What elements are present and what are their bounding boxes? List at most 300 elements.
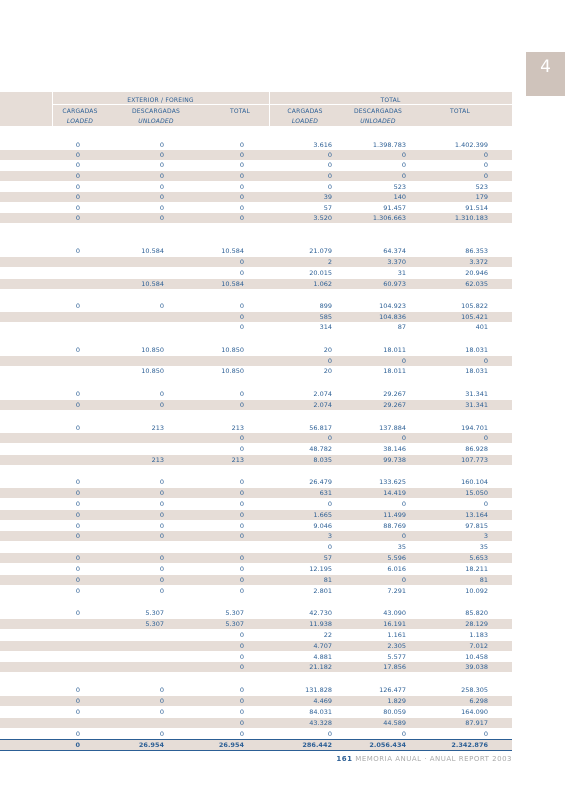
table-cell: 0 — [239, 141, 244, 149]
table-row — [0, 575, 512, 585]
table-cell: 0 — [239, 576, 244, 584]
table-cell: 133.625 — [379, 478, 406, 486]
table-cell: 0 — [239, 401, 244, 409]
table-cell — [52, 356, 80, 366]
table-cell: 0 — [75, 708, 80, 716]
table-row — [0, 389, 512, 399]
table-cell: 0 — [75, 532, 80, 540]
header-group-total: TOTAL — [380, 97, 401, 104]
table-cell: 0 — [159, 500, 164, 508]
table-cell: 0 — [327, 543, 332, 551]
table-cell — [52, 444, 80, 454]
table-cell: 3 — [327, 532, 332, 540]
table-cell: 3 — [483, 532, 488, 540]
table-cell: 0 — [75, 161, 80, 169]
table-cell: 0 — [239, 313, 244, 321]
table-cell: 87.917 — [465, 719, 488, 727]
table-cell: 18.011 — [383, 367, 406, 375]
table-row — [0, 455, 512, 465]
table-cell: 64.374 — [383, 247, 406, 255]
table-cell: 2.342.876 — [451, 741, 488, 749]
header-group-exterior: EXTERIOR / FOREING — [127, 97, 194, 104]
table-row — [0, 433, 512, 443]
table-cell: 0 — [239, 642, 244, 650]
table-cell: 0 — [159, 204, 164, 212]
table-cell: 31.341 — [465, 390, 488, 398]
table-cell: 5.596 — [387, 554, 406, 562]
table-cell: 20.015 — [309, 269, 332, 277]
table-cell: 0 — [75, 697, 80, 705]
table-cell: 3.520 — [313, 214, 332, 222]
table-cell — [196, 356, 244, 366]
table-cell: 0 — [483, 357, 488, 365]
table-cell: 1.306.663 — [372, 214, 406, 222]
table-cell: 107.773 — [461, 456, 488, 464]
table-cell: 0 — [483, 161, 488, 169]
table-cell: 35 — [397, 543, 406, 551]
table-row — [0, 257, 512, 267]
table-cell: 7.012 — [469, 642, 488, 650]
table-cell: 11.938 — [309, 620, 332, 628]
table-cell: 16.191 — [383, 620, 406, 628]
table-cell: 0 — [159, 390, 164, 398]
header-descargadas: DESCARGADAS — [353, 108, 403, 115]
table-cell: 18.031 — [465, 346, 488, 354]
table-cell: 35 — [479, 543, 488, 551]
table-cell: 0 — [239, 653, 244, 661]
table-cell: 0 — [75, 565, 80, 573]
table-cell: 86.353 — [465, 247, 488, 255]
table-cell: 3.616 — [313, 141, 332, 149]
table-cell: 9.046 — [313, 522, 332, 530]
table-cell: 10.850 — [141, 367, 164, 375]
table-cell: 39.038 — [465, 663, 488, 671]
table-cell: 0 — [327, 730, 332, 738]
table-cell: 15.050 — [465, 489, 488, 497]
table-row — [0, 400, 512, 410]
table-cell — [52, 312, 80, 322]
table-cell: 0 — [159, 511, 164, 519]
table-cell: 42.730 — [309, 609, 332, 617]
table-row — [0, 619, 512, 629]
table-total-row — [0, 739, 512, 751]
table-cell: 5.307 — [225, 620, 244, 628]
table-cell: 0 — [75, 478, 80, 486]
table-cell: 18.011 — [383, 346, 406, 354]
table-cell: 0 — [239, 183, 244, 191]
table-cell — [52, 542, 80, 552]
table-row — [0, 707, 512, 717]
table-cell: 899 — [319, 302, 332, 310]
table-cell: 0 — [239, 489, 244, 497]
table-cell: 0 — [401, 357, 406, 365]
table-cell: 20 — [323, 367, 332, 375]
table-cell: 585 — [319, 313, 332, 321]
table-cell: 26.479 — [309, 478, 332, 486]
table-cell: 0 — [159, 172, 164, 180]
table-cell: 213 — [151, 456, 164, 464]
table-cell: 60.973 — [383, 280, 406, 288]
table-cell: 57 — [323, 204, 332, 212]
table-cell: 0 — [75, 401, 80, 409]
table-cell: 0 — [239, 172, 244, 180]
table-cell: 0 — [483, 151, 488, 159]
table-cell: 0 — [159, 554, 164, 562]
table-cell: 0 — [159, 302, 164, 310]
table-row — [0, 140, 512, 150]
table-cell: 18.211 — [465, 565, 488, 573]
table-cell: 0 — [159, 576, 164, 584]
table-row — [0, 301, 512, 311]
table-cell: 286.442 — [302, 741, 332, 749]
table-cell: 0 — [239, 258, 244, 266]
table-cell: 1.665 — [313, 511, 332, 519]
table-cell: 31 — [397, 269, 406, 277]
table-row — [0, 542, 512, 552]
table-cell: 29.267 — [383, 390, 406, 398]
table-cell: 7.291 — [387, 587, 406, 595]
table-cell — [120, 641, 164, 651]
table-cell: 10.458 — [465, 653, 488, 661]
table-row — [0, 531, 512, 541]
table-cell: 213 — [151, 424, 164, 432]
table-cell — [120, 356, 164, 366]
table-cell: 0 — [159, 565, 164, 573]
table-row — [0, 150, 512, 160]
table-row — [0, 685, 512, 695]
table-cell: 0 — [75, 576, 80, 584]
header-cargadas: CARGADAS — [62, 108, 98, 115]
table-cell — [120, 662, 164, 672]
table-cell: 0 — [239, 151, 244, 159]
table-cell: 2.305 — [387, 642, 406, 650]
table-cell: 0 — [159, 183, 164, 191]
table-cell — [52, 652, 80, 662]
table-cell: 0 — [75, 302, 80, 310]
table-cell: 26.954 — [218, 741, 244, 749]
table-cell: 10.850 — [141, 346, 164, 354]
table-cell: 1.829 — [387, 697, 406, 705]
table-cell: 0 — [401, 730, 406, 738]
table-cell: 39 — [323, 193, 332, 201]
table-cell — [120, 433, 164, 443]
table-cell: 1.161 — [387, 631, 406, 639]
table-cell: 38.146 — [383, 445, 406, 453]
table-cell: 0 — [239, 708, 244, 716]
table-cell: 160.104 — [461, 478, 488, 486]
table-cell — [120, 257, 164, 267]
table-cell: 0 — [159, 478, 164, 486]
table-cell — [52, 268, 80, 278]
table-cell — [52, 322, 80, 332]
table-cell: 0 — [159, 686, 164, 694]
table-cell: 81 — [479, 576, 488, 584]
table-cell: 21.079 — [309, 247, 332, 255]
table-cell: 10.850 — [221, 346, 244, 354]
table-cell: 0 — [75, 500, 80, 508]
table-cell: 2 — [327, 258, 332, 266]
table-cell: 105.421 — [461, 313, 488, 321]
table-cell: 523 — [393, 183, 406, 191]
table-cell — [196, 542, 244, 552]
table-cell: 0 — [483, 730, 488, 738]
table-cell: 0 — [239, 730, 244, 738]
table-row — [0, 246, 512, 256]
table-cell: 80.059 — [383, 708, 406, 716]
table-cell: 3.370 — [387, 258, 406, 266]
table-row — [0, 171, 512, 181]
table-cell: 21.182 — [309, 663, 332, 671]
table-row — [0, 444, 512, 454]
table-cell — [120, 322, 164, 332]
table-cell: 56.817 — [309, 424, 332, 432]
table-cell: 91.457 — [383, 204, 406, 212]
table-cell: 10.584 — [221, 247, 244, 255]
table-cell: 0 — [75, 730, 80, 738]
table-cell: 2.074 — [313, 390, 332, 398]
table-cell: 0 — [75, 489, 80, 497]
table-cell: 0 — [483, 434, 488, 442]
table-cell: 105.822 — [461, 302, 488, 310]
table-cell: 0 — [75, 522, 80, 530]
table-cell: 0 — [75, 214, 80, 222]
table-cell: 22 — [323, 631, 332, 639]
table-row — [0, 662, 512, 672]
table-cell: 0 — [239, 302, 244, 310]
table-cell: 0 — [75, 609, 80, 617]
table-row — [0, 279, 512, 289]
table-cell: 20.946 — [465, 269, 488, 277]
table-cell — [52, 433, 80, 443]
table-cell — [120, 718, 164, 728]
table-cell: 29.267 — [383, 401, 406, 409]
table-row — [0, 322, 512, 332]
table-cell: 0 — [75, 141, 80, 149]
table-cell: 0 — [159, 730, 164, 738]
table-cell: 6.298 — [469, 697, 488, 705]
table-cell: 0 — [239, 214, 244, 222]
table-cell: 0 — [483, 172, 488, 180]
table-cell: 194.701 — [461, 424, 488, 432]
table-cell: 0 — [239, 500, 244, 508]
table-cell: 10.850 — [221, 367, 244, 375]
table-row — [0, 630, 512, 640]
table-cell: 0 — [239, 565, 244, 573]
table-cell: 0 — [327, 357, 332, 365]
table-row — [0, 366, 512, 376]
table-cell: 62.035 — [465, 280, 488, 288]
table-cell: 85.820 — [465, 609, 488, 617]
table-cell: 10.092 — [465, 587, 488, 595]
table-row — [0, 608, 512, 618]
table-cell: 0 — [75, 346, 80, 354]
table-cell: 0 — [239, 554, 244, 562]
table-cell: 10.584 — [141, 280, 164, 288]
table-cell: 0 — [159, 532, 164, 540]
table-cell: 0 — [239, 434, 244, 442]
table-cell: 0 — [239, 686, 244, 694]
table-cell: 11.499 — [383, 511, 406, 519]
table-cell: 0 — [159, 151, 164, 159]
table-cell: 6.016 — [387, 565, 406, 573]
table-cell: 0 — [239, 390, 244, 398]
table-cell: 13.164 — [465, 511, 488, 519]
table-cell: 99.738 — [383, 456, 406, 464]
table-cell: 0 — [401, 161, 406, 169]
table-cell — [120, 268, 164, 278]
table-cell: 0 — [239, 204, 244, 212]
table-cell: 0 — [159, 214, 164, 222]
table-cell: 0 — [239, 719, 244, 727]
table-row — [0, 182, 512, 192]
table-cell: 0 — [75, 511, 80, 519]
header-cargadas: CARGADAS — [287, 108, 323, 115]
header-descargadas: DESCARGADAS — [131, 108, 181, 115]
table-cell — [120, 542, 164, 552]
table-row — [0, 729, 512, 739]
header-loaded: LOADED — [66, 118, 94, 125]
table-cell: 0 — [401, 576, 406, 584]
table-cell: 0 — [159, 401, 164, 409]
table-cell: 0 — [75, 587, 80, 595]
table-cell: 0 — [327, 151, 332, 159]
table-cell: 2.056.434 — [369, 741, 406, 749]
table-cell: 164.090 — [461, 708, 488, 716]
table-cell: 91.514 — [465, 204, 488, 212]
table-cell: 44.589 — [383, 719, 406, 727]
table-cell: 4.881 — [313, 653, 332, 661]
table-cell: 31.341 — [465, 401, 488, 409]
table-cell: 4.469 — [313, 697, 332, 705]
table-cell — [120, 630, 164, 640]
table-cell: 0 — [239, 522, 244, 530]
table-cell: 0 — [239, 323, 244, 331]
table-cell — [52, 662, 80, 672]
table-cell: 28.129 — [465, 620, 488, 628]
table-cell: 5.307 — [225, 609, 244, 617]
table-row — [0, 203, 512, 213]
table-cell: 140 — [393, 193, 406, 201]
page-number: 161 — [336, 755, 353, 763]
table-cell: 0 — [75, 741, 80, 749]
table-cell: 86.928 — [465, 445, 488, 453]
table-cell: 0 — [327, 161, 332, 169]
table-row — [0, 160, 512, 170]
table-row — [0, 356, 512, 366]
table-cell: 0 — [401, 434, 406, 442]
table-cell: 104.923 — [379, 302, 406, 310]
table-cell: 0 — [401, 172, 406, 180]
table-cell: 43.090 — [383, 609, 406, 617]
table-cell: 0 — [239, 269, 244, 277]
header-total: TOTAL — [449, 108, 471, 115]
table-cell: 1.062 — [313, 280, 332, 288]
table-cell: 14.419 — [383, 489, 406, 497]
table-cell: 631 — [319, 489, 332, 497]
table-cell: 523 — [475, 183, 488, 191]
header-loaded: LOADED — [291, 118, 319, 125]
table-cell: 0 — [159, 587, 164, 595]
table-cell: 1.398.783 — [372, 141, 406, 149]
table-row — [0, 553, 512, 563]
table-cell: 5.307 — [145, 609, 164, 617]
header-unloaded: UNLOADED — [360, 118, 396, 125]
table-row — [0, 521, 512, 531]
table-cell: 213 — [231, 456, 244, 464]
table-cell: 0 — [239, 511, 244, 519]
table-cell: 0 — [75, 151, 80, 159]
table-cell: 12.195 — [309, 565, 332, 573]
table-cell: 0 — [239, 663, 244, 671]
table-cell: 0 — [239, 697, 244, 705]
footer-text: MEMORIA ANUAL · ANUAL REPORT 2003 — [355, 755, 512, 763]
table-row — [0, 192, 512, 202]
table-cell: 8.035 — [313, 456, 332, 464]
table-row — [0, 510, 512, 520]
table-row — [0, 641, 512, 651]
table-cell: 0 — [327, 500, 332, 508]
table-row — [0, 564, 512, 574]
table-cell: 0 — [159, 697, 164, 705]
table-cell: 10.584 — [141, 247, 164, 255]
table-row — [0, 652, 512, 662]
table-row — [0, 477, 512, 487]
table-cell: 0 — [239, 445, 244, 453]
table-row — [0, 423, 512, 433]
table-cell: 17.856 — [383, 663, 406, 671]
table-cell: 258.305 — [461, 686, 488, 694]
table-row — [0, 696, 512, 706]
table-cell: 0 — [159, 141, 164, 149]
table-cell: 104.836 — [379, 313, 406, 321]
table-cell: 0 — [75, 172, 80, 180]
table-cell: 0 — [327, 172, 332, 180]
table-cell: 0 — [75, 247, 80, 255]
table-cell: 0 — [159, 522, 164, 530]
table-cell: 0 — [75, 193, 80, 201]
table-cell: 1.183 — [469, 631, 488, 639]
table-cell: 0 — [401, 532, 406, 540]
table-cell: 131.828 — [305, 686, 332, 694]
table-cell: 0 — [159, 489, 164, 497]
table-cell: 26.954 — [138, 741, 164, 749]
table-cell: 97.815 — [465, 522, 488, 530]
table-cell: 0 — [327, 183, 332, 191]
table-cell: 4.707 — [313, 642, 332, 650]
table-cell — [120, 444, 164, 454]
table-cell: 0 — [239, 532, 244, 540]
header-divider — [52, 104, 512, 105]
table-row — [0, 213, 512, 223]
table-cell: 0 — [239, 161, 244, 169]
table-cell: 0 — [239, 587, 244, 595]
table-cell: 48.782 — [309, 445, 332, 453]
table-cell: 3.372 — [469, 258, 488, 266]
table-cell: 88.769 — [383, 522, 406, 530]
table-row — [0, 499, 512, 509]
table-cell: 2.074 — [313, 401, 332, 409]
table-cell: 401 — [475, 323, 488, 331]
table-cell: 0 — [159, 161, 164, 169]
table-cell: 0 — [75, 390, 80, 398]
table-cell: 0 — [159, 193, 164, 201]
table-cell: 57 — [323, 554, 332, 562]
table-cell: 0 — [401, 500, 406, 508]
table-cell — [52, 279, 80, 289]
table-cell: 2.801 — [313, 587, 332, 595]
table-cell — [120, 652, 164, 662]
table-row — [0, 345, 512, 355]
